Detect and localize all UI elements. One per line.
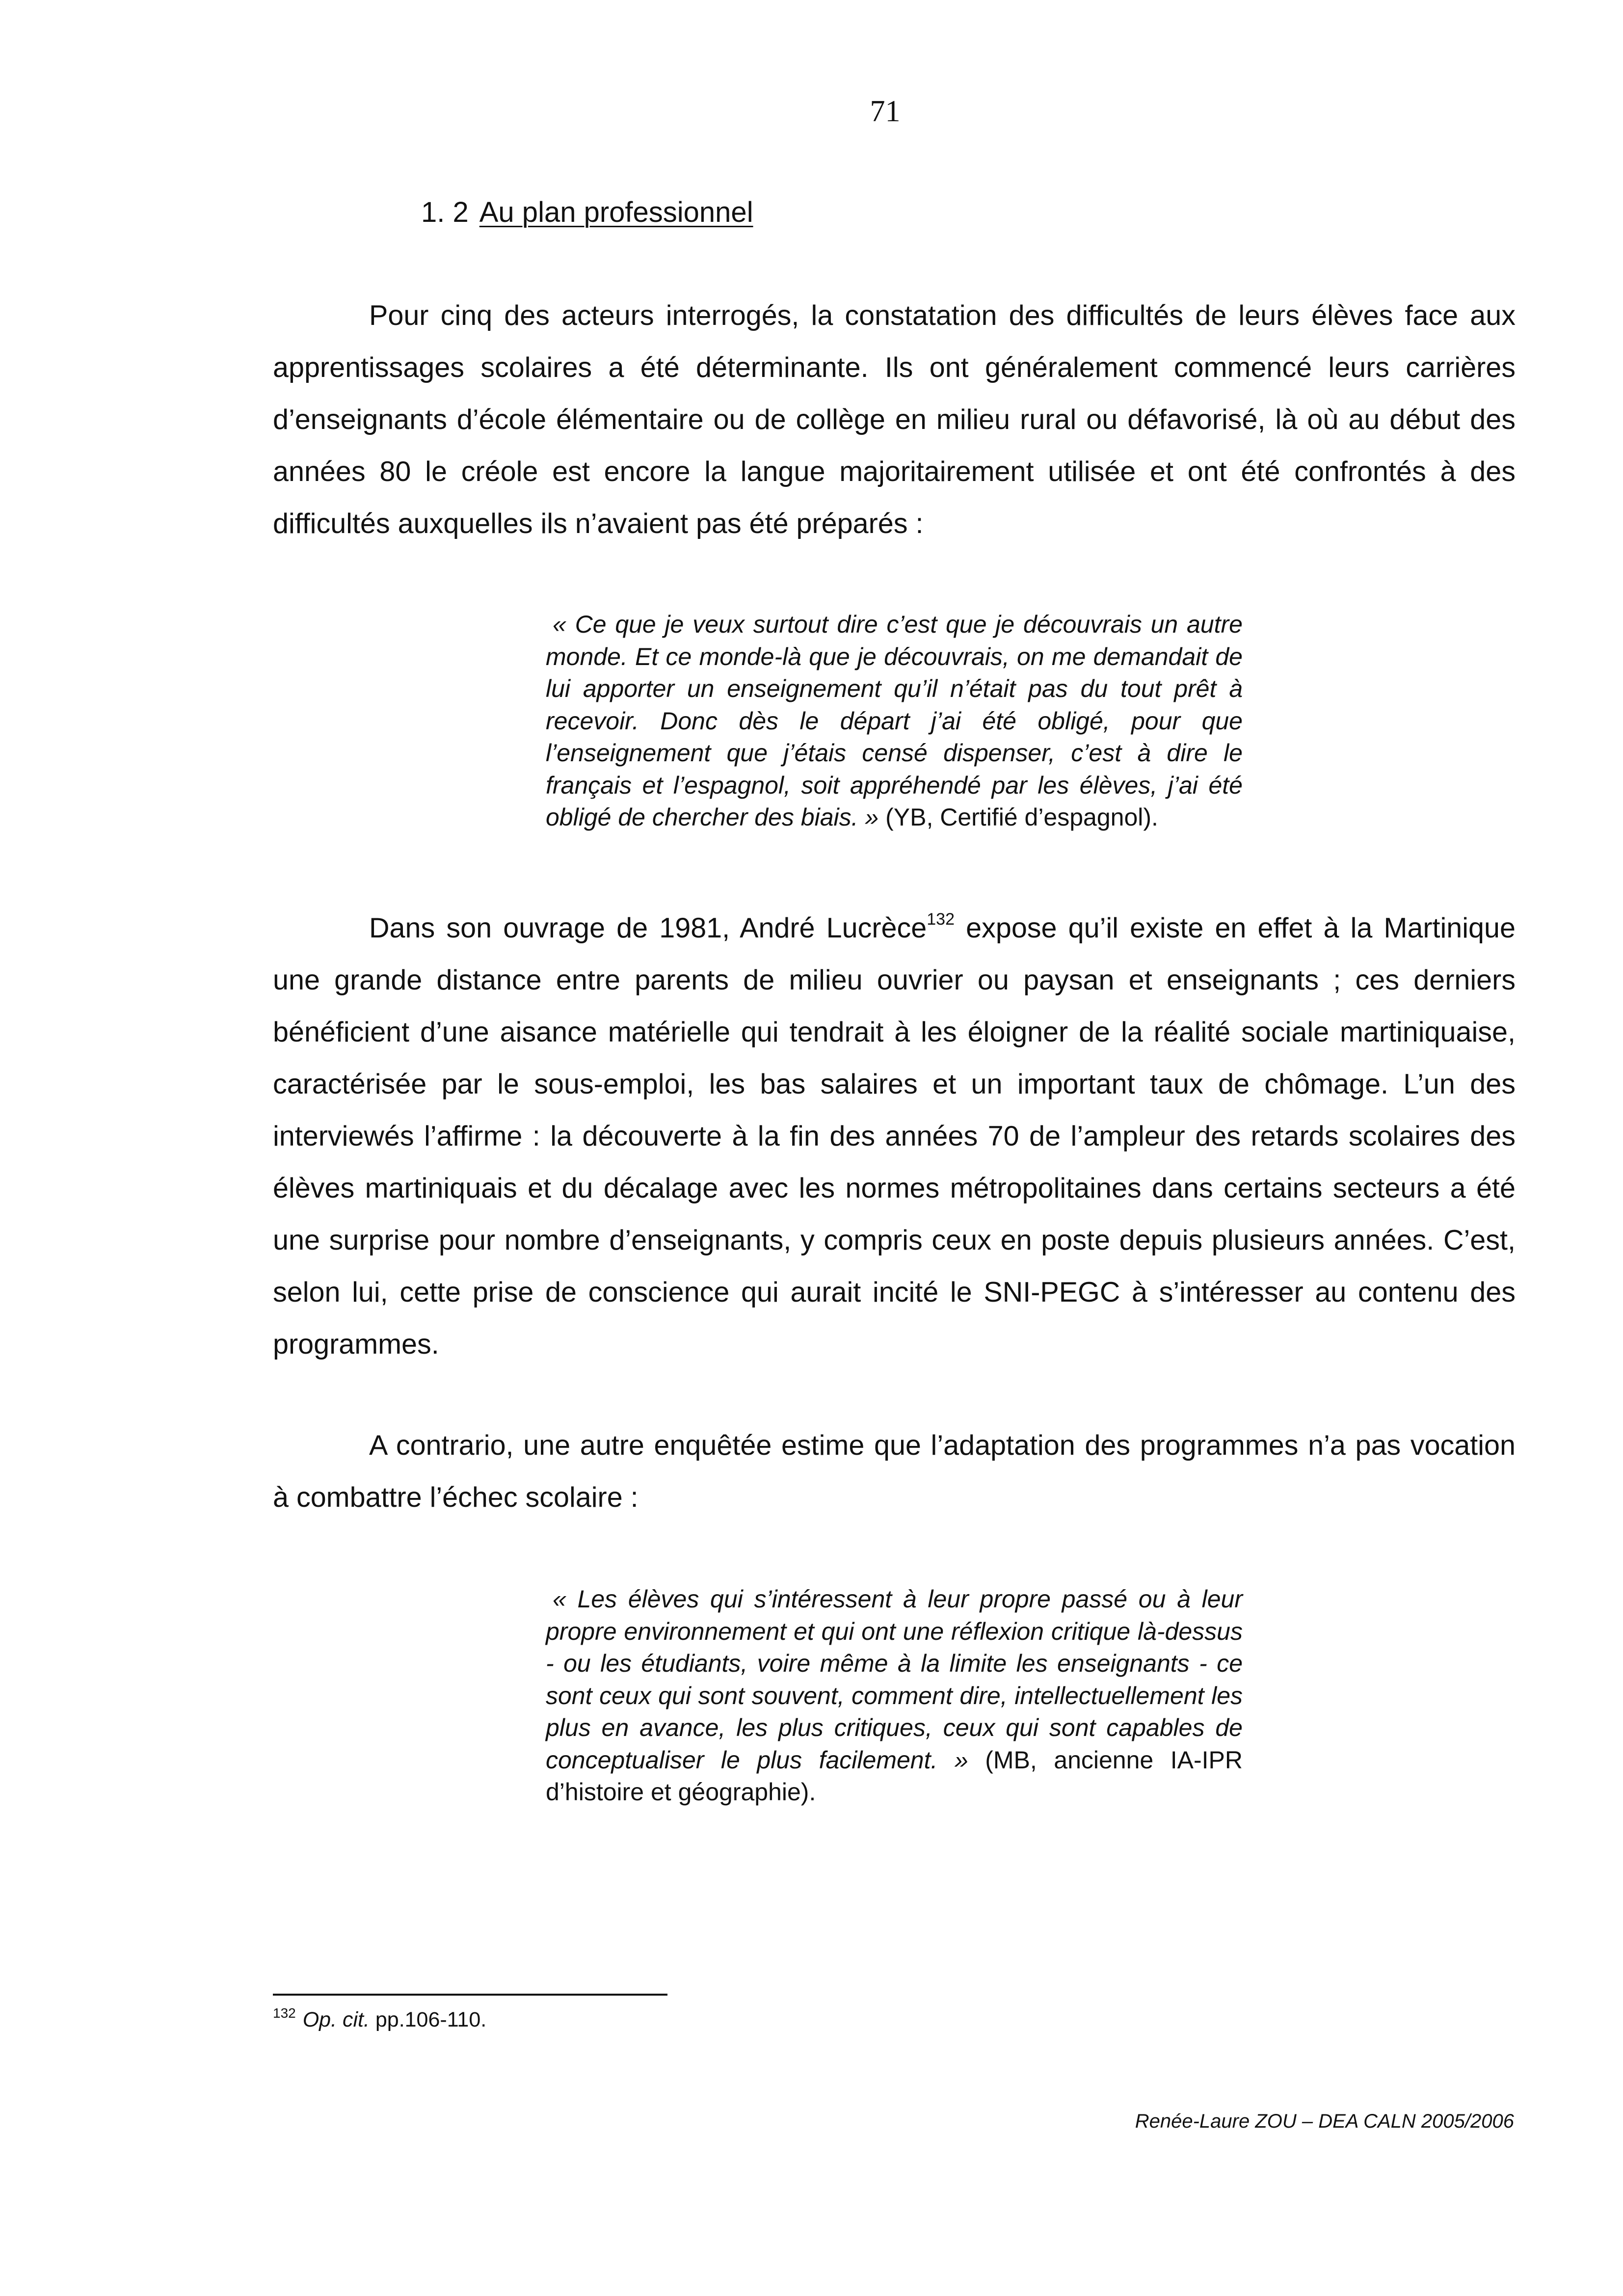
paragraph-2 [273,902,1516,1370]
paragraph-1: Pour cinq des acteurs interrogés, la constatation des difficultés de leurs élèves face aux apprentissages scolaires a été déterminante. Ils ont généralement commencé leurs carrières d’enseignants d’école élémentaire ou de collège en milieu rural ou défavorisé, là où au début des années 80 le créole est encore la langue majoritairement utilisée et ont été confrontés à des difficultés auxquelles ils n’avaient pas été préparés : [273,300,1516,539]
quote-1-text: « Ce que je veux surtout dire c’est que je découvrais un autre monde. Et ce monde-là que je découvrais, on me demandait de lui apporter un enseignement qu’il n’était pas du tout prêt à recevoir. Donc dès le départ j’ai été obligé, pour que l’enseignement que j’étais censé dispenser, c’est à dire le français et l’espagnol, soit appréhendé par les élèves, j’ai été obligé de chercher des biais. » [546,611,1243,831]
paragraph-2-lead: Dans son ouvrage de 1981, André Lucrèce [369,912,927,944]
quote-1-attribution: (YB, Certifié d’espagnol). [885,803,1158,831]
footnote-reference[interactable]: 132 [927,910,955,929]
quote-2-attribution: (MB, ancienne IA-IPR d’histoire et géographie). [546,1746,1243,1806]
section-title: Au plan professionnel [479,196,753,228]
page-number: 71 [870,95,901,128]
footnote [273,2006,486,2034]
footnote-number: 132 [273,2005,296,2021]
paragraph-2-body: expose qu’il existe en effet à la Martinique une grande distance entre parents de milieu ouvrier ou paysan et enseignants ; ces derniers bénéficient d’une aisance matérielle qui tendrait à les éloigner de la réalité sociale martiniquaise, caractérisée par le sous-emploi, les bas salaires et un important taux de chômage. L’un des interviewés l’affirme : la découverte à la fin des années 70 de l’ampleur des retards scolaires des élèves martiniquais et du décalage avec les normes métropolitaines dans certains secteurs a été une surprise pour nombre d’enseignants, y compris ceux en poste depuis plusieurs années. C’est, selon lui, cette prise de conscience qui aurait incité le SNI-PEGC à s’intéresser au contenu des programmes. [273,912,1516,1360]
footnote-pages: pp.106-110. [369,2008,487,2031]
quote-2-text: « Les élèves qui s’intéressent à leur propre passé ou à leur propre environnement et qui ont une réflexion critique là-dessus - ou les étudiants, voire même à la limite les enseignants - ce sont ceux qui sont souvent, comment dire, intellectuellement les plus en avance, les plus critiques, ceux qui sont capables de conceptualiser le plus facilement. » [546,1585,1243,1774]
quote-2 [546,1583,1243,1809]
footnote-separator [273,1994,667,1996]
paragraph-3: A contrario, une autre enquêtée estime que l’adaptation des programmes n’a pas vocation à combattre l’échec scolaire : [273,1430,1516,1513]
quote-1 [546,609,1243,834]
footnote-citation: Op. cit. [302,2008,370,2031]
section-number: 1. 2 [421,196,469,228]
page-footer: Renée-Laure ZOU – DEA CALN 2005/2006 [1135,2110,1514,2132]
section-heading [421,195,753,230]
